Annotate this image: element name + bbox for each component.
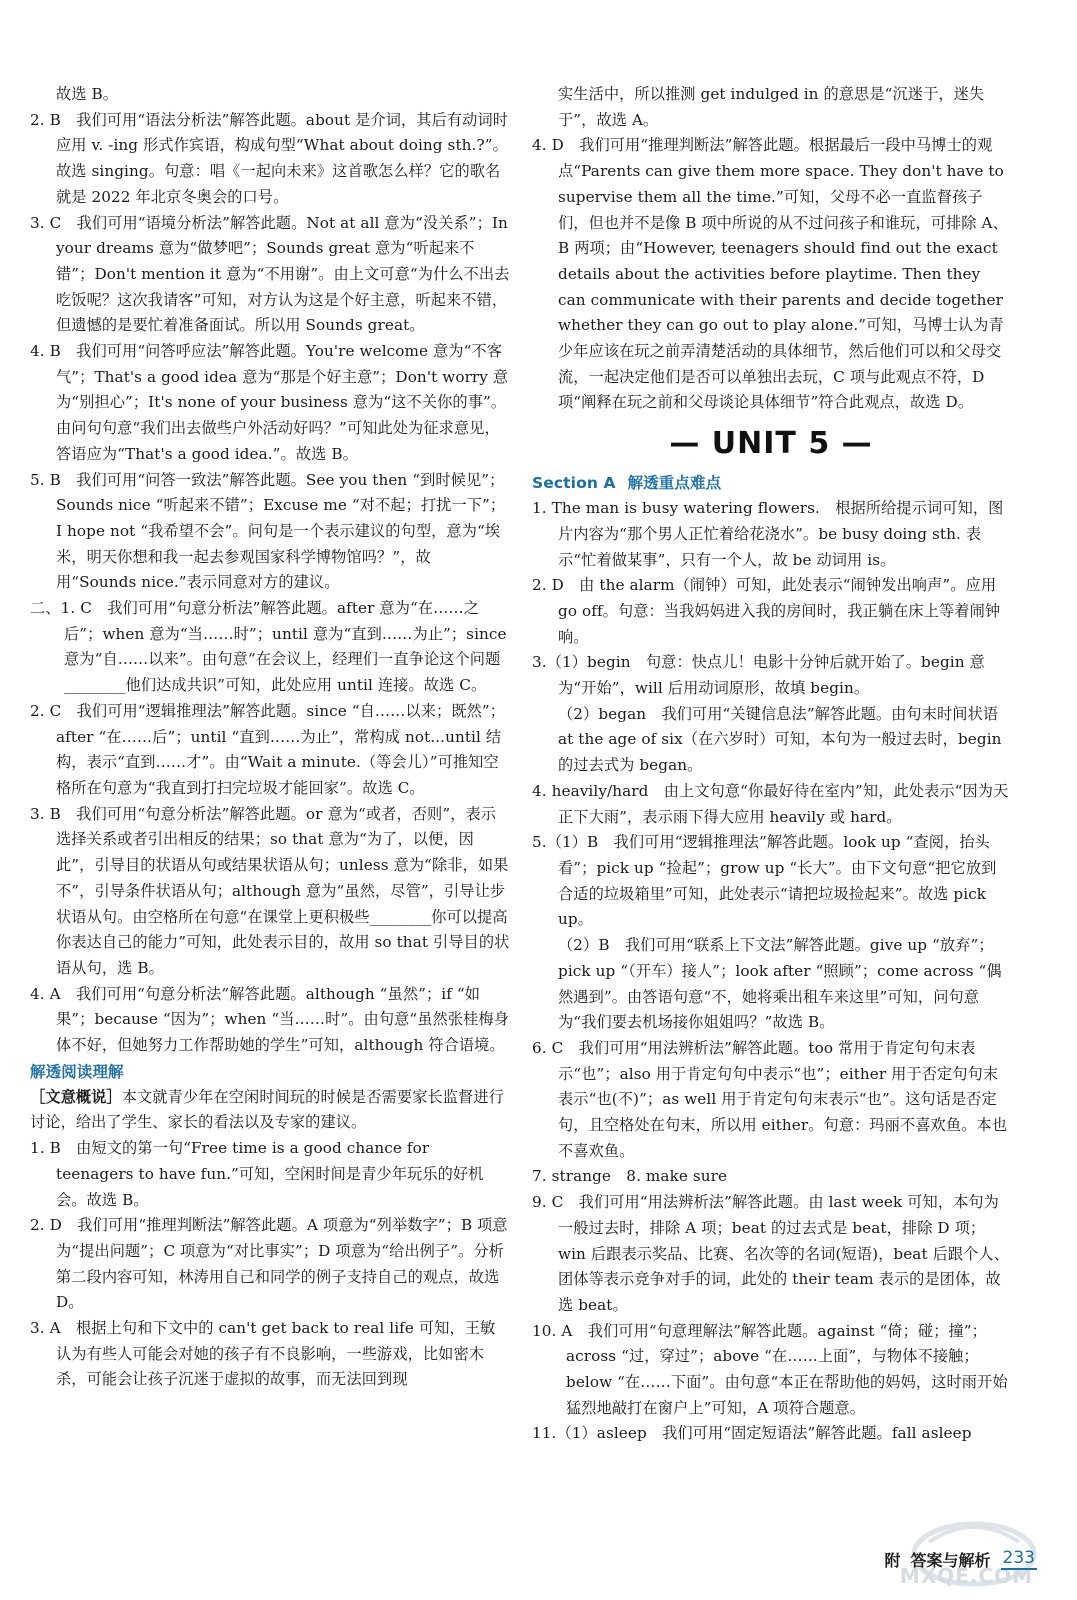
reading-section-heading: 解透阅读理解 — [30, 1062, 124, 1081]
answer-item: 3. A 根据上句和下文中的 can't get back to real life 可知，王敏认为有些人可能会对她的孩子有不良影响，一些游戏，比如密木杀，可能会让孩子沉迷于虚拟的故事，而无法回到现 — [30, 1319, 496, 1389]
answer-item: 4. D 我们可用“推理判断法”解答此题。根据最后一段中马博士的观点“Parents can give them more space. They don't have to supervise them all the time.”可知，父母不必一直监督孩子们，但也并不是像 B 项中所说的从不过问孩子和谁玩，可排除 A、B 两项；由“However, teenagers should find out the exact details about the activities before playtime. Then they can communicate with their parents and decide together whether they can go out to play alone.”可知，马博士认为青少年应该在玩之前弄清楚活动的具体细节，然后他们可以和父母交流，一起决定他们是否可以单独出去玩，C 项与此观点不符，D 项“阐释在玩之前和父母谈论具体细节”符合此观点，故选 D。 — [532, 136, 1008, 412]
answer-item: 4. A 我们可用“句意分析法”解答此题。although “虽然”；if “如果”；because “因为”；when “当……时”。由句意“虽然张桂梅身体不好，但她努力工作帮助她的学生”可知，although 符合语境。 — [30, 984, 509, 1055]
summary-text: 本文就青少年在空闲时间玩的时候是否需要家长监督进行讨论，给出了学生、家长的看法以及专家的建议。 — [30, 1087, 504, 1132]
answer-item: 5.（1）B 我们可用“逻辑推理法”解答此题。look up “查阅，抬头看”；pick up “捡起”；grow up “长大”。由下文句意“把它放到合适的垃圾箱里”可知，此处表示“请把垃圾捡起来”。故选 pick up。 — [532, 833, 997, 929]
answer-item: 6. C 我们可用“用法辨析法”解答此题。too 常用于肯定句句末表示“也”；also 用于肯定句句中表示“也”；either 用于否定句句末表示“也(不)”；as well 用于肯定句句末表示“也”。这句话是否定句，且空格处在句末，所以用 either。句意：玛丽不喜欢鱼。本也不喜欢鱼。 — [532, 1038, 1007, 1160]
section-name: Section A — [532, 474, 616, 493]
answer-item: （2）began 我们可用“关键信息法”解答此题。由句末时间状语 at the age of six（在六岁时）可知，本句为一般过去时，begin 的过去式为 began。 — [558, 704, 1002, 775]
watermark-text: MXQE.COM — [899, 1564, 1033, 1588]
answer-item: 二、1. C 我们可用“句意分析法”解答此题。after 意为“在……之后”；when 意为“当……时”；until 意为“直到……为止”；since 意为“自……以来”。由句意“在会议上，经理们一直争论这个问题________他们达成共识”可知，此处应用 until 连接。故选 C。 — [30, 599, 507, 695]
answer-item: 3. C 我们可用“语境分析法”解答此题。Not at all 意为“没关系”；In your dreams 意为“做梦吧”；Sounds great 意为“听起来不错”；Don't mention it 意为“不用谢”。由上文可意“为什么不出去吃饭呢？这次我请客”可知，对方认为这是个好主意，听起来不错，但遗憾的是要忙着准备面试。所以用 Sounds great。 — [30, 213, 510, 335]
answer-item — [30, 1085, 510, 1136]
footer-section-label: 答案与解析 — [910, 1550, 991, 1570]
right-column — [532, 82, 1010, 1447]
footer-appendix-label: 附 — [884, 1550, 901, 1570]
unit-title: — UNIT 5 — — [669, 426, 873, 462]
answer-item: 2. D 我们可用“推理判断法”解答此题。A 项意为“列举数字”；B 项意为“提出问题”；C 项意为“对比事实”；D 项意为“给出例子”。分析第二段内容可知，林涛用自己和同学的例子支持自己的观点，故选 D。 — [30, 1216, 508, 1312]
answer-item: 2. C 我们可用“逻辑推理法”解答此题。since “自……以来；既然”；after “在……后”；until “直到……为止”，常构成 not...until 结构，表示“直到……才”。由“Wait a minute.（等会儿）”可推知空格所在句意为“我直到打扫完垃圾才能回家”。故选 C。 — [30, 701, 506, 797]
answer-item: 4. B 我们可用“问答呼应法”解答此题。You're welcome 意为“不客气”；That's a good idea 意为“那是个好主意”；Don't worry 意为“别担心”；It's none of your business 意为“这不关你的事”。由问句句意“我们出去做些户外活动好吗？”可知此处为征求意见，答语应为“That's a good idea.”。故选 B。 — [30, 342, 509, 463]
page-number: 233 — [1002, 1548, 1035, 1568]
answer-item: （2）B 我们可用“联系上下文法”解答此题。give up “放弃”；pick up “（开车）接人”；look after “照顾”；come across “偶然遇到”。由答语句意“不，她将乘出租车来这里”可知，问句意为“我们要去机场接你姐姐吗？”故选 B。 — [558, 936, 1002, 1032]
answer-item: 1. B 由短文的第一句“Free time is a good chance for teenagers to have fun.”可知，空闲时间是青少年玩乐的好机会。故选 B。 — [30, 1139, 484, 1209]
answer-item: 实生活中，所以推测 get indulged in 的意思是“沉迷于，迷失于”，故选 A。 — [558, 85, 985, 129]
page-footer — [885, 1542, 1037, 1576]
answer-item: 11.（1）asleep 我们可用“固定短语法”解答此题。fall asleep — [532, 1424, 972, 1443]
answer-item: 9. C 我们可用“用法辨析法”解答此题。由 last week 可知，本句为一般过去时，排除 A 项；beat 的过去式是 beat，排除 D 项；win 后跟表示奖品、比赛、名次等的名词(短语)，beat 后跟个人、团体等表示竞争对手的词，此处的 their team 表示的是团体，故选 beat。 — [532, 1193, 1010, 1314]
section-subtitle: 解透重点难点 — [627, 474, 722, 493]
answer-item: 4. heavily/hard 由上文句意“你最好待在室内”知，此处表示“因为天正下大雨”，表示雨下得大应用 heavily 或 hard。 — [532, 781, 1009, 826]
answer-item: 2. D 由 the alarm（闹钟）可知，此处表示“闹钟发出响声”。应用 go off。句意：当我妈妈进入我的房间时，我正躺在床上等着闹钟响。 — [532, 576, 1001, 646]
answer-item: 3.（1）begin 句意：快点儿！电影十分钟后就开始了。begin 意为“开始”，will 后用动词原形，故填 begin。 — [532, 653, 985, 698]
answer-item: 7. strange 8. make sure — [532, 1167, 728, 1186]
answer-item: 5. B 我们可用“问答一致法”解答此题。See you then “到时候见”；Sounds nice “听起来不错”；Excuse me “对不起；打扰一下”；I hope not “我希望不会”。问句是一个表示建议的句型，意为“埃米，明天你想和我一起去参观国家科学博物馆吗？”，故用“Sounds nice.”表示同意对方的建议。 — [30, 470, 506, 592]
answer-item: 故选 B。 — [56, 85, 119, 103]
answer-item: 10. A 我们可用“句意理解法”解答此题。against “倚；碰；撞”；across “过，穿过”；above “在……上面”，与物体不接触；below “在……下面”。由句意“本正在帮助他的妈妈，这时雨开始猛烈地敲打在窗户上”可知，A 项符合题意。 — [532, 1321, 1008, 1417]
answer-item: 2. B 我们可用“语法分析法”解答此题。about 是介词，其后有动词时应用 v. -ing 形式作宾语，构成句型“What about doing sth.?”。故选 singing。句意：唱《一起向未来》这首歌怎么样？它的歌名就是 2022 年北京冬奥会的口号。 — [30, 110, 509, 206]
summary-tag: ［文意概说］ — [30, 1087, 122, 1106]
answer-item: 1. The man is busy watering flowers. 根据所给提示词可知，图片内容为“那个男人正忙着给花浇水”。be busy doing sth. 表示“忙着做某事”，只有一个人，故 be 动词用 is。 — [532, 499, 1004, 569]
answer-item: 3. B 我们可用“句意分析法”解答此题。or 意为“或者，否则”，表示选择关系或者引出相反的结果；so that 意为“为了，以便，因此”，引导目的状语从句或结果状语从句；unless 意为“除非，如果不”，引导条件状语从句；although 意为“虽然，尽管”，引导让步状语从句。由空格所在句意“在课堂上更积极些________你可以提高你表达自己的能力”可知，此处表示目的，故用 so that 引导目的状语从句，选 B。 — [30, 804, 510, 977]
left-column — [30, 82, 510, 1393]
section-heading — [532, 470, 1010, 496]
